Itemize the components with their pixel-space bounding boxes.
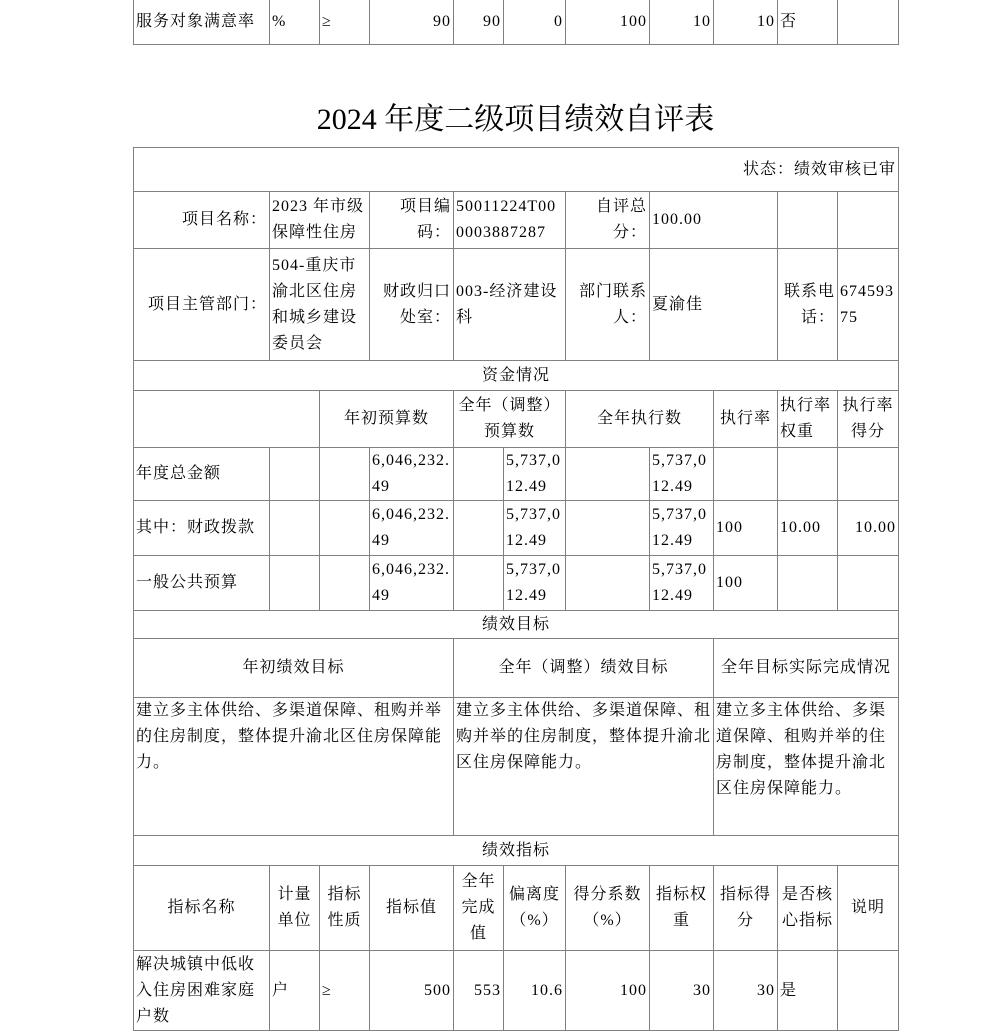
dept-label: 项目主管部门： bbox=[134, 249, 270, 361]
empty-cell bbox=[270, 501, 320, 556]
ind-header-core: 是否核心指标 bbox=[778, 866, 838, 951]
funds-section-header: 资金情况 bbox=[134, 361, 899, 391]
goal-initial-text: 建立多主体供给、多渠道保障、租购并举的住房制度，整体提升渝北区住房保障能力。 bbox=[134, 698, 454, 836]
funds-score bbox=[838, 556, 899, 611]
self-score-value: 100.00 bbox=[650, 192, 778, 249]
funds-initial: 6,046,232.49 bbox=[370, 448, 454, 501]
funds-header-executed: 全年执行数 bbox=[566, 391, 714, 448]
indicator-unit: % bbox=[270, 0, 320, 45]
goals-header-actual: 全年目标实际完成情况 bbox=[714, 639, 899, 698]
finance-office-label: 财政归口处室： bbox=[370, 249, 454, 361]
goal-adjusted-text: 建立多主体供给、多渠道保障、租购并举的住房制度，整体提升渝北区住房保障能力。 bbox=[454, 698, 714, 836]
indicator-deviation: 10.6 bbox=[504, 951, 566, 1031]
indicator-actual: 553 bbox=[454, 951, 504, 1031]
funds-adjusted: 5,737,012.49 bbox=[504, 448, 566, 501]
empty-cell bbox=[454, 556, 504, 611]
previous-indicator-table bbox=[133, 0, 899, 45]
funds-row-label: 其中：财政拨款 bbox=[134, 501, 270, 556]
ind-header-note: 说明 bbox=[838, 866, 899, 951]
funds-header-weight: 执行率权重 bbox=[778, 391, 838, 448]
goals-header-adjusted: 全年（调整）绩效目标 bbox=[454, 639, 714, 698]
status-text: 状态：绩效审核已审 bbox=[134, 148, 899, 192]
evaluation-table bbox=[133, 147, 899, 1031]
indicator-score: 30 bbox=[714, 951, 778, 1031]
ind-header-actual: 全年完成值 bbox=[454, 866, 504, 951]
funds-rate bbox=[714, 448, 778, 501]
finance-office-value: 003-经济建设科 bbox=[454, 249, 566, 361]
contact-label: 部门联系人： bbox=[566, 249, 650, 361]
funds-header-initial: 年初预算数 bbox=[320, 391, 454, 448]
ind-header-unit: 计量单位 bbox=[270, 866, 320, 951]
funds-row bbox=[134, 501, 899, 556]
indicator-name: 服务对象满意率 bbox=[134, 0, 270, 45]
phone-label: 联系电话： bbox=[778, 249, 838, 361]
indicator-nature: ≥ bbox=[320, 0, 370, 45]
funds-initial: 6,046,232.49 bbox=[370, 501, 454, 556]
indicator-score: 10 bbox=[714, 0, 778, 45]
indicator-row bbox=[134, 951, 899, 1031]
ind-header-deviation: 偏离度（%） bbox=[504, 866, 566, 951]
empty-cell bbox=[134, 391, 320, 448]
goals-section-header: 绩效目标 bbox=[134, 611, 899, 639]
indicator-note bbox=[838, 951, 899, 1031]
funds-rate: 100 bbox=[714, 501, 778, 556]
funds-score bbox=[838, 448, 899, 501]
funds-weight bbox=[778, 556, 838, 611]
dept-value: 504-重庆市渝北区住房和城乡建设委员会 bbox=[270, 249, 370, 361]
indicator-deviation: 0 bbox=[504, 0, 566, 45]
project-code-label: 项目编码： bbox=[370, 192, 454, 249]
empty-cell bbox=[838, 192, 899, 249]
ind-header-coef: 得分系数（%） bbox=[566, 866, 650, 951]
funds-header-rate: 执行率 bbox=[714, 391, 778, 448]
funds-weight bbox=[778, 448, 838, 501]
indicator-name: 解决城镇中低收入住房困难家庭户数 bbox=[134, 951, 270, 1031]
project-name-value: 2023 年市级保障性住房 bbox=[270, 192, 370, 249]
indicator-core: 否 bbox=[778, 0, 838, 45]
empty-cell bbox=[454, 448, 504, 501]
funds-row bbox=[134, 448, 899, 501]
indicator-actual: 90 bbox=[454, 0, 504, 45]
funds-header-adjusted: 全年（调整）预算数 bbox=[454, 391, 566, 448]
empty-cell bbox=[778, 192, 838, 249]
funds-initial: 6,046,232.49 bbox=[370, 556, 454, 611]
project-code-value: 50011224T000003887287 bbox=[454, 192, 566, 249]
funds-score: 10.00 bbox=[838, 501, 899, 556]
page-title: 2024 年度二级项目绩效自评表 bbox=[316, 103, 715, 136]
indicator-target: 500 bbox=[370, 951, 454, 1031]
empty-cell bbox=[320, 501, 370, 556]
indicators-section-header: 绩效指标 bbox=[134, 836, 899, 866]
indicator-nature: ≥ bbox=[320, 951, 370, 1031]
funds-executed: 5,737,012.49 bbox=[650, 501, 714, 556]
indicator-unit: 户 bbox=[270, 951, 320, 1031]
funds-row-label: 年度总金额 bbox=[134, 448, 270, 501]
funds-adjusted: 5,737,012.49 bbox=[504, 556, 566, 611]
funds-executed: 5,737,012.49 bbox=[650, 556, 714, 611]
funds-row bbox=[134, 556, 899, 611]
empty-cell bbox=[320, 556, 370, 611]
funds-weight: 10.00 bbox=[778, 501, 838, 556]
empty-cell bbox=[270, 556, 320, 611]
empty-cell bbox=[566, 501, 650, 556]
phone-value: 67459375 bbox=[838, 249, 899, 361]
ind-header-weight: 指标权重 bbox=[650, 866, 714, 951]
indicator-coef: 100 bbox=[566, 0, 650, 45]
ind-header-nature: 指标性质 bbox=[320, 866, 370, 951]
indicator-weight: 30 bbox=[650, 951, 714, 1031]
indicator-weight: 10 bbox=[650, 0, 714, 45]
funds-row-label: 一般公共预算 bbox=[134, 556, 270, 611]
contact-value: 夏渝佳 bbox=[650, 249, 778, 361]
empty-cell bbox=[270, 448, 320, 501]
funds-executed: 5,737,012.49 bbox=[650, 448, 714, 501]
empty-cell bbox=[566, 448, 650, 501]
funds-adjusted: 5,737,012.49 bbox=[504, 501, 566, 556]
ind-header-name: 指标名称 bbox=[134, 866, 270, 951]
goals-header-initial: 年初绩效目标 bbox=[134, 639, 454, 698]
indicator-core: 是 bbox=[778, 951, 838, 1031]
empty-cell bbox=[566, 556, 650, 611]
empty-cell bbox=[320, 448, 370, 501]
indicator-coef: 100 bbox=[566, 951, 650, 1031]
funds-rate: 100 bbox=[714, 556, 778, 611]
funds-header-score: 执行率得分 bbox=[838, 391, 899, 448]
goal-actual-text: 建立多主体供给、多渠道保障、租购并举的住房制度，整体提升渝北区住房保障能力。 bbox=[714, 698, 899, 836]
empty-cell bbox=[454, 501, 504, 556]
indicator-note bbox=[838, 0, 899, 45]
indicator-target: 90 bbox=[370, 0, 454, 45]
project-name-label: 项目名称： bbox=[134, 192, 270, 249]
self-score-label: 自评总分： bbox=[566, 192, 650, 249]
ind-header-target: 指标值 bbox=[370, 866, 454, 951]
indicator-row bbox=[134, 0, 899, 45]
ind-header-score: 指标得分 bbox=[714, 866, 778, 951]
